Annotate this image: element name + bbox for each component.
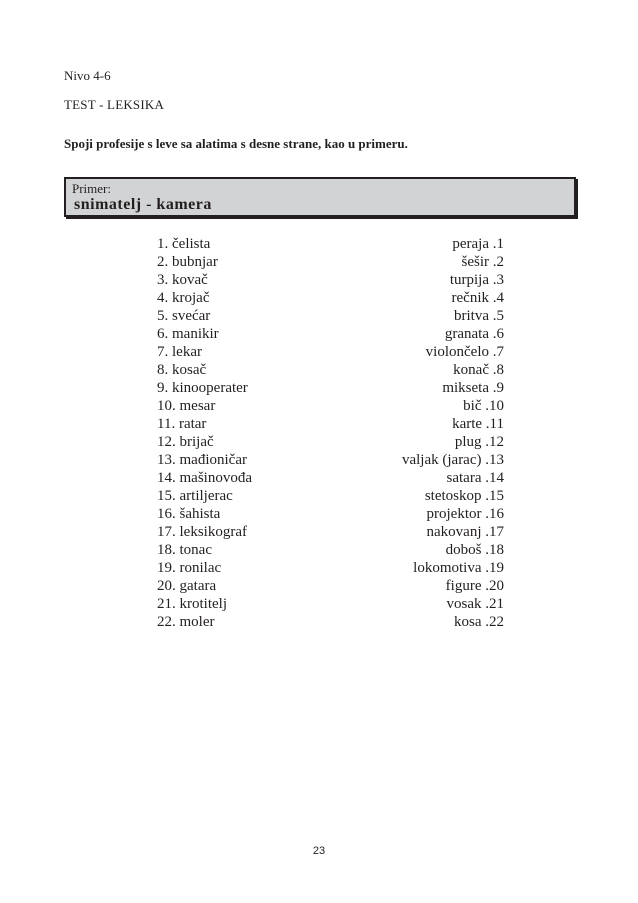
profession-item: 11. ratar xyxy=(157,416,207,432)
profession-item: 8. kosač xyxy=(157,362,207,378)
tool-item: bič .10 xyxy=(463,398,504,414)
profession-item: 9. kinooperater xyxy=(157,380,248,396)
instruction-text: Spoji profesije s leve sa alatima s desne strane, kao u primeru. xyxy=(64,136,408,151)
profession-item: 22. moler xyxy=(157,614,215,630)
tool-item: doboš .18 xyxy=(445,542,504,558)
profession-item: 18. tonac xyxy=(157,542,212,558)
page-number: 23 xyxy=(312,845,326,857)
tool-item: nakovanj .17 xyxy=(426,524,504,540)
profession-item: 20. gatara xyxy=(157,578,217,594)
tool-item: satara .14 xyxy=(446,470,504,486)
tool-item: projektor .16 xyxy=(426,506,504,522)
tool-item: figure .20 xyxy=(445,578,504,594)
profession-item: 15. artiljerac xyxy=(157,488,233,504)
professions-list xyxy=(157,235,252,631)
example-box xyxy=(64,177,576,217)
tool-item: konač .8 xyxy=(453,362,504,378)
tool-item: karte .11 xyxy=(452,416,504,432)
tool-item: violončelo .7 xyxy=(425,344,504,360)
level-label: Nivo 4-6 xyxy=(64,68,111,83)
example-text: snimatelj - kamera xyxy=(74,196,212,213)
profession-item: 12. brijač xyxy=(157,434,214,450)
profession-item: 2. bubnjar xyxy=(157,254,218,270)
test-title: TEST - LEKSIKA xyxy=(64,97,165,112)
profession-item: 1. čelista xyxy=(157,236,211,252)
tool-item: mikseta .9 xyxy=(442,380,504,396)
profession-item: 21. krotitelj xyxy=(157,596,227,612)
profession-item: 16. šahista xyxy=(157,506,221,522)
profession-item: 13. mađioničar xyxy=(157,452,247,468)
tool-item: kosa .22 xyxy=(454,614,504,630)
tool-item: rečnik .4 xyxy=(451,290,504,306)
tool-item: britva .5 xyxy=(454,308,504,324)
profession-item: 17. leksikograf xyxy=(157,524,247,540)
tool-item: lokomotiva .19 xyxy=(413,560,504,576)
tool-item: turpija .3 xyxy=(449,272,504,288)
profession-item: 3. kovač xyxy=(157,272,208,288)
tool-item: valjak (jarac) .13 xyxy=(401,452,504,468)
tools-list xyxy=(402,235,504,631)
profession-item: 5. svećar xyxy=(157,308,211,324)
tool-item: granata .6 xyxy=(444,326,504,342)
profession-item: 4. krojač xyxy=(157,290,210,306)
profession-item: 10. mesar xyxy=(157,398,216,414)
tool-item: vosak .21 xyxy=(446,596,504,612)
tool-item: plug .12 xyxy=(454,434,504,450)
profession-item: 7. lekar xyxy=(157,344,202,360)
example-label: Primer: xyxy=(72,181,111,196)
tool-item: šešir .2 xyxy=(461,254,504,270)
tool-item: stetoskop .15 xyxy=(424,488,504,504)
profession-item: 14. mašinovođa xyxy=(157,470,252,486)
tool-item: peraja .1 xyxy=(452,236,504,252)
profession-item: 6. manikir xyxy=(157,326,219,342)
profession-item: 19. ronilac xyxy=(157,560,222,576)
